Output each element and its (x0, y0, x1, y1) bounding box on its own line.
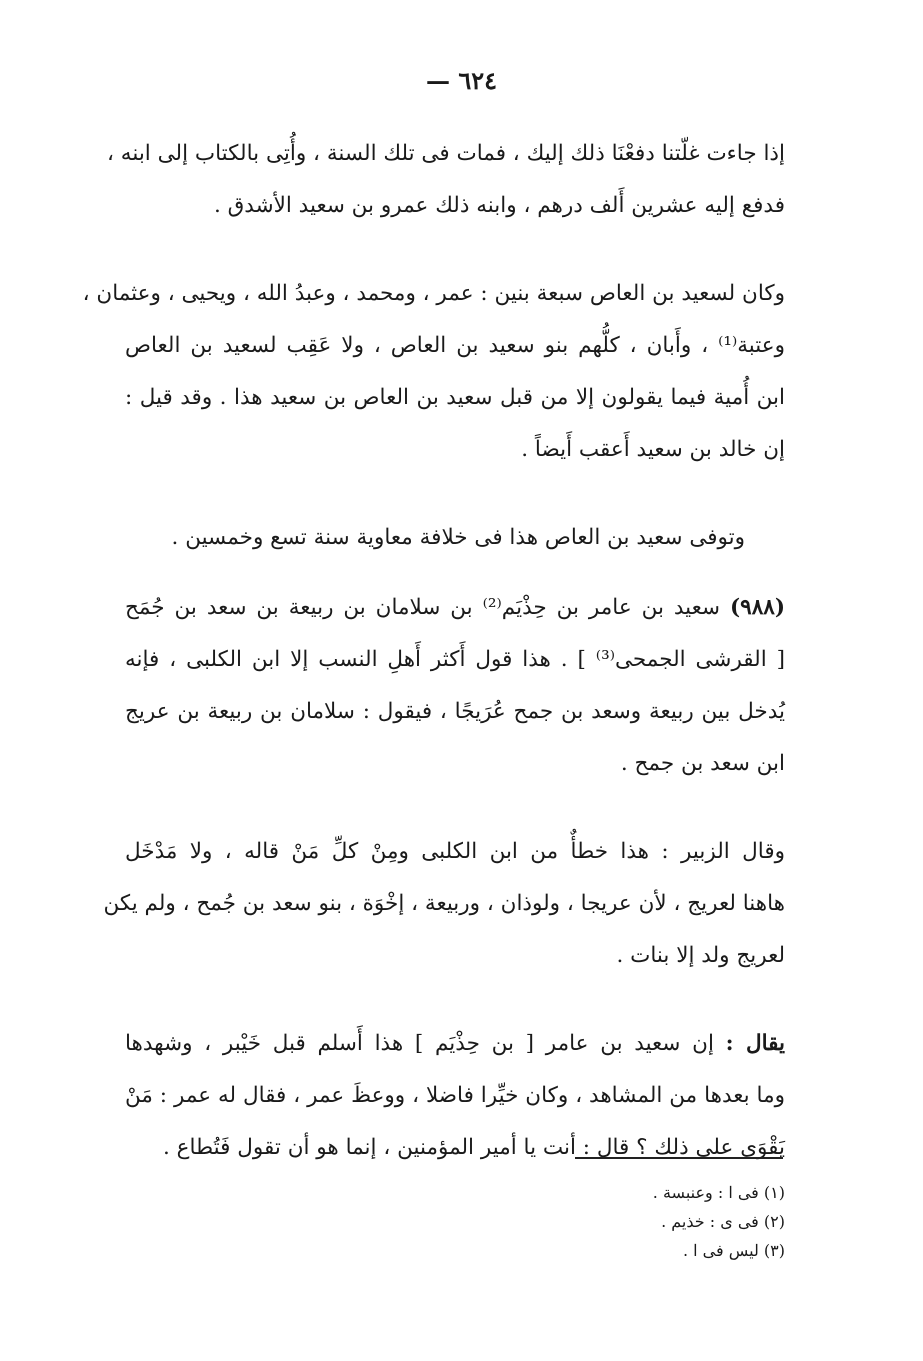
footnote-1: (١) فى ا : وعنبسة . (652, 1183, 785, 1202)
paragraph-5 (103, 826, 785, 982)
paragraph-6 (125, 1018, 785, 1174)
text-line: إذا جاءت غلّتنا دفعْنَا ذلك إليك ، فمات فى تلك السنة ، وأُتِى بالكتاب إلى ابنه ، (107, 141, 785, 166)
text-line: وقال الزبير : هذا خطأٌ من ابن الكلبى ومِنْ كلِّ مَنْ قاله ، ولا مَدْخَل (125, 839, 785, 864)
text-line: ابن أُمية فيما يقولون إلا من قبل سعيد بن العاص بن سعيد هذا . وقد قيل : (125, 385, 785, 410)
page-number: ٦٢٤ — (425, 66, 498, 95)
text-line: وعتبة⁽¹⁾ ، وأَبان ، كلُّهم بنو سعيد بن العاص ، ولا عَقِب لسعيد بن العاص (125, 333, 785, 358)
text-line (125, 582, 785, 634)
text-line: يَقْوَى على ذلك ؟ قال : أنت يا أمير المؤمنين ، إنما هو أن تقول فَتُطاع . (162, 1135, 785, 1160)
text-line: هاهنا لعريج ، لأن عريجا ، ولوذان ، وربيعة ، إخْوَة ، بنو سعد بن جُمح ، ولم يكن (103, 891, 785, 916)
paragraph-entry-988 (125, 582, 785, 790)
text-line: ابن سعد بن جمح . (620, 751, 785, 776)
text-line: [ القرشى الجمحى⁽³⁾ ] . هذا قول أَكثر أَهلِ النسب إلا ابن الكلبى ، فإنه (125, 647, 785, 672)
footnote-divider (575, 1157, 783, 1159)
main-text (82, 128, 785, 1210)
text-line-content: إن سعيد بن عامر [ بن حِذْيَم ] هذا أَسلم قبل خَيْبر ، وشهدها (125, 1031, 714, 1056)
entry-number: (٩٨٨) (729, 595, 785, 620)
text-line: وتوفى سعيد بن العاص هذا فى خلافة معاوية سنة تسع وخمسين . (171, 525, 745, 550)
lead-word: يقال : (725, 1031, 785, 1056)
paragraph-3 (125, 512, 785, 564)
paragraph-2 (82, 268, 785, 476)
paragraph-1 (107, 128, 785, 232)
text-line: يُدخل بين ربيعة وسعد بن جمح عُرَيجًا ، فيقول : سلامان بن ربيعة بن عريج (125, 699, 785, 724)
footnote-2: (٢) فى ى : خذيم . (661, 1212, 785, 1231)
text-line: لعريج ولد إلا بنات . (616, 943, 785, 968)
footnotes (520, 1178, 785, 1265)
text-line (125, 1018, 785, 1070)
text-line: إن خالد بن سعيد أَعقب أَيضاً . (521, 437, 785, 462)
text-line: وما بعدها من المشاهد ، وكان خيِّرا فاضلا ، ووعظَ عمر ، فقال له عمر : مَنْ (125, 1083, 785, 1108)
text-line: وكان لسعيد بن العاص سبعة بنين : عمر ، ومحمد ، وعبدُ الله ، ويحيى ، وعثمان ، (82, 281, 785, 306)
footnote-3: (٣) ليس فى ا . (682, 1241, 785, 1260)
text-line: فدفع إليه عشرين أَلف درهم ، وابنه ذلك عمرو بن سعيد الأشدق . (213, 193, 785, 218)
text-line-content: سعيد بن عامر بن حِذْيَم⁽²⁾ بن سلامان بن ربيعة بن سعد بن جُمَح (125, 595, 721, 620)
